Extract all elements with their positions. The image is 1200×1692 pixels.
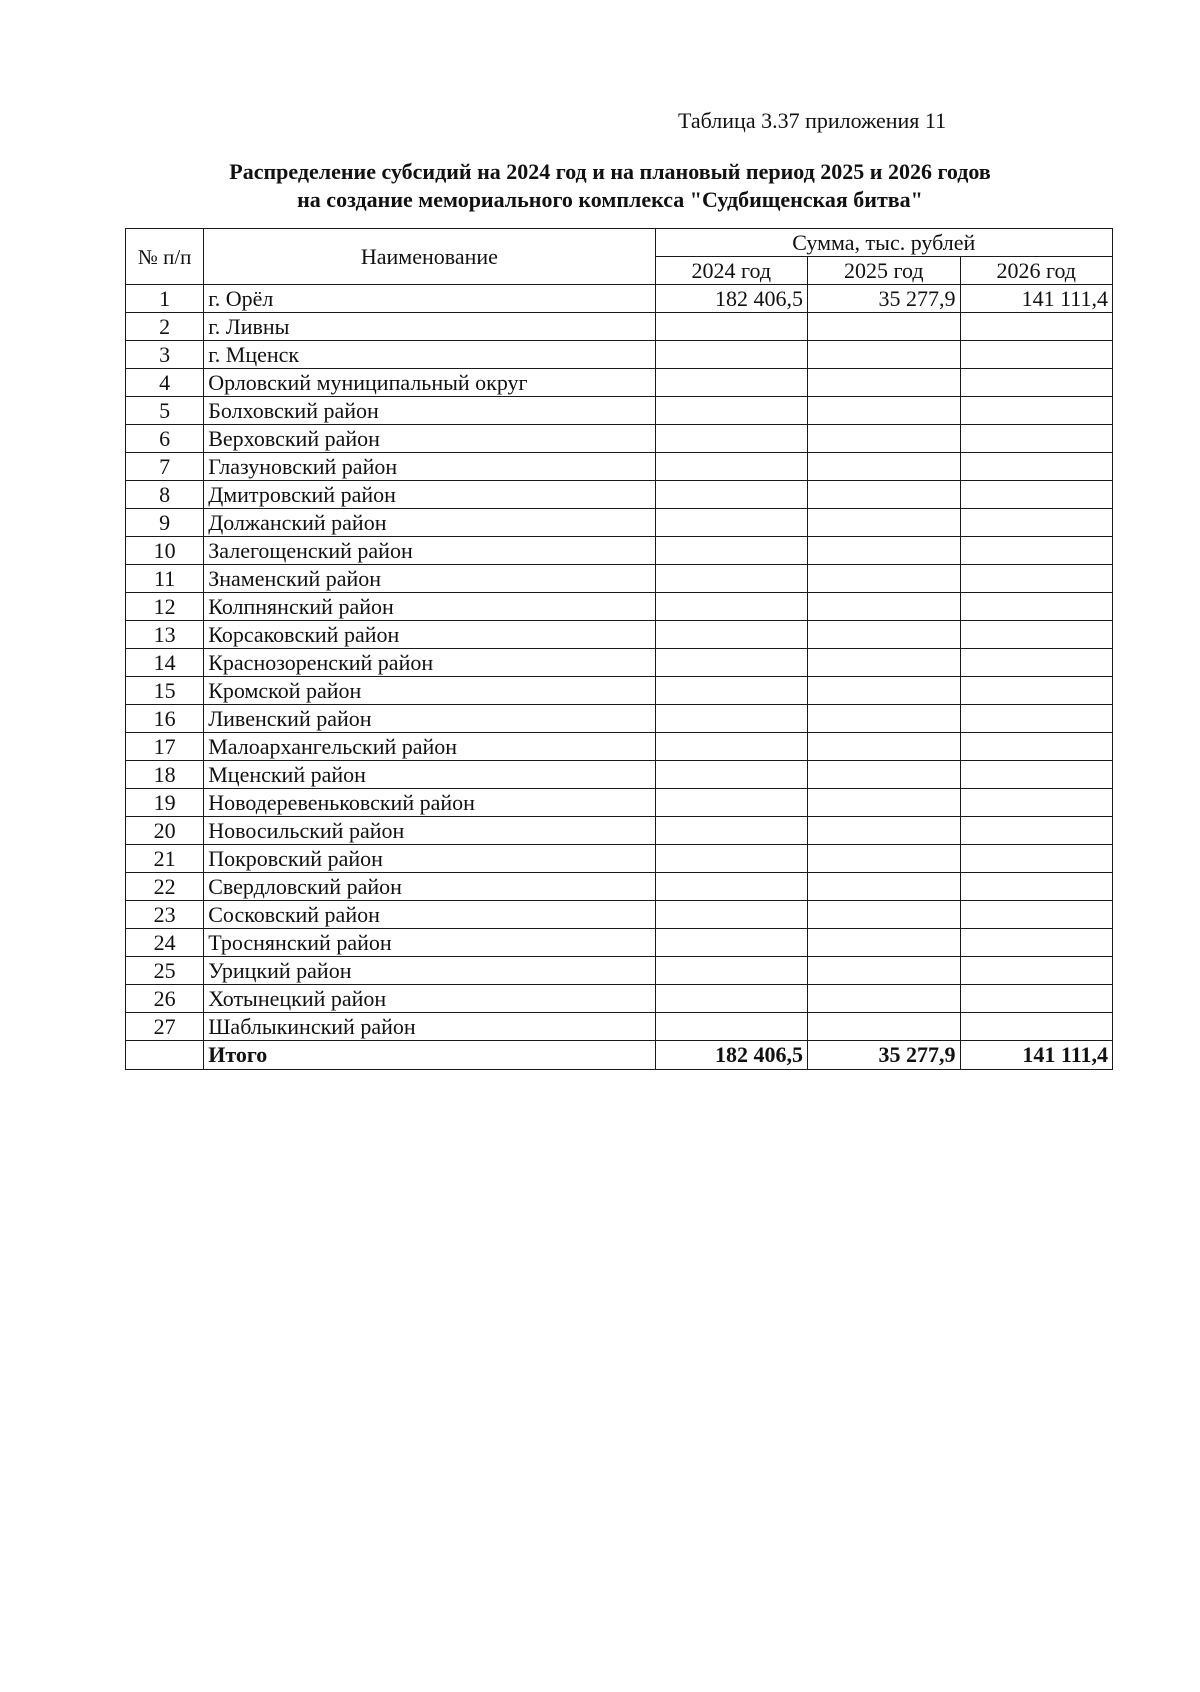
row-number: 21	[126, 845, 204, 873]
row-name: Новосильский район	[204, 817, 655, 845]
row-value-2026	[960, 901, 1113, 929]
row-name: Шаблыкинский район	[204, 1013, 655, 1041]
title-line-2: на создание мемориального комплекса "Судбищенская битва"	[297, 187, 923, 212]
table-row	[126, 761, 1113, 789]
row-value-2025	[808, 453, 960, 481]
table-row	[126, 817, 1113, 845]
row-value-2025	[808, 677, 960, 705]
row-number: 27	[126, 1013, 204, 1041]
row-value-2025	[808, 929, 960, 957]
row-name: Хотынецкий район	[204, 985, 655, 1013]
row-value-2026	[960, 957, 1113, 985]
row-name: Знаменский район	[204, 565, 655, 593]
row-number: 24	[126, 929, 204, 957]
row-value-2024	[655, 425, 807, 453]
table-row	[126, 929, 1113, 957]
table-row	[126, 621, 1113, 649]
row-value-2026	[960, 845, 1113, 873]
row-value-2024	[655, 929, 807, 957]
total-row	[126, 1041, 1113, 1070]
total-2025: 35 277,9	[808, 1041, 960, 1070]
row-name: Должанский район	[204, 509, 655, 537]
row-name: Свердловский район	[204, 873, 655, 901]
row-value-2026	[960, 705, 1113, 733]
row-value-2024	[655, 537, 807, 565]
row-value-2025	[808, 845, 960, 873]
row-value-2025	[808, 621, 960, 649]
row-number: 9	[126, 509, 204, 537]
table-row	[126, 565, 1113, 593]
table-row	[126, 509, 1113, 537]
row-number: 14	[126, 649, 204, 677]
row-value-2025	[808, 705, 960, 733]
row-name: Корсаковский район	[204, 621, 655, 649]
title-line-1: Распределение субсидий на 2024 год и на плановый период 2025 и 2026 годов	[229, 159, 991, 184]
row-number: 15	[126, 677, 204, 705]
row-value-2024	[655, 677, 807, 705]
row-value-2026	[960, 369, 1113, 397]
row-value-2025	[808, 957, 960, 985]
row-value-2024	[655, 845, 807, 873]
table-body	[126, 285, 1113, 1041]
row-value-2026	[960, 1013, 1113, 1041]
row-value-2025	[808, 789, 960, 817]
row-value-2024	[655, 341, 807, 369]
row-number: 4	[126, 369, 204, 397]
total-label: Итого	[204, 1041, 655, 1070]
row-value-2024	[655, 761, 807, 789]
column-header-number: № п/п	[126, 229, 204, 285]
row-value-2024	[655, 649, 807, 677]
row-value-2024	[655, 565, 807, 593]
row-value-2025	[808, 565, 960, 593]
table-row	[126, 705, 1113, 733]
row-value-2025	[808, 901, 960, 929]
row-number: 5	[126, 397, 204, 425]
table-row	[126, 481, 1113, 509]
row-number: 10	[126, 537, 204, 565]
row-name: Покровский район	[204, 845, 655, 873]
row-value-2025	[808, 509, 960, 537]
row-number: 25	[126, 957, 204, 985]
row-value-2024	[655, 705, 807, 733]
row-number: 23	[126, 901, 204, 929]
row-name: Глазуновский район	[204, 453, 655, 481]
row-number: 19	[126, 789, 204, 817]
row-value-2025	[808, 733, 960, 761]
row-name: г. Орёл	[204, 285, 655, 313]
row-name: Сосковский район	[204, 901, 655, 929]
column-header-sum: Сумма, тыс. рублей	[655, 229, 1112, 257]
table-row	[126, 285, 1113, 313]
column-header-2026: 2026 год	[960, 257, 1113, 285]
table-row	[126, 677, 1113, 705]
row-value-2025: 35 277,9	[808, 285, 960, 313]
row-name: Болховский район	[204, 397, 655, 425]
row-number: 6	[126, 425, 204, 453]
total-2026: 141 111,4	[960, 1041, 1113, 1070]
row-number: 22	[126, 873, 204, 901]
table-row	[126, 397, 1113, 425]
row-value-2024	[655, 621, 807, 649]
row-number: 1	[126, 285, 204, 313]
table-row	[126, 733, 1113, 761]
row-value-2025	[808, 873, 960, 901]
row-name: Малоархангельский район	[204, 733, 655, 761]
row-value-2025	[808, 593, 960, 621]
row-number: 17	[126, 733, 204, 761]
row-number: 8	[126, 481, 204, 509]
document-title	[170, 158, 1050, 214]
row-number: 18	[126, 761, 204, 789]
row-value-2026	[960, 593, 1113, 621]
row-value-2025	[808, 341, 960, 369]
table-row	[126, 845, 1113, 873]
row-value-2024	[655, 817, 807, 845]
row-number: 13	[126, 621, 204, 649]
table-row	[126, 593, 1113, 621]
row-value-2025	[808, 425, 960, 453]
row-value-2026	[960, 817, 1113, 845]
row-value-2024	[655, 1013, 807, 1041]
total-number-cell	[126, 1041, 204, 1070]
row-number: 16	[126, 705, 204, 733]
row-value-2026	[960, 733, 1113, 761]
row-value-2025	[808, 817, 960, 845]
row-value-2025	[808, 985, 960, 1013]
row-value-2026	[960, 565, 1113, 593]
column-header-name: Наименование	[204, 229, 655, 285]
row-name: Новодеревеньковский район	[204, 789, 655, 817]
row-name: Верховский район	[204, 425, 655, 453]
row-value-2026	[960, 649, 1113, 677]
table-row	[126, 313, 1113, 341]
row-value-2026	[960, 761, 1113, 789]
row-name: Дмитровский район	[204, 481, 655, 509]
table-row	[126, 1013, 1113, 1041]
row-value-2025	[808, 369, 960, 397]
row-name: Мценский район	[204, 761, 655, 789]
row-value-2024	[655, 313, 807, 341]
table-header	[126, 229, 1113, 285]
row-value-2024	[655, 593, 807, 621]
table-row	[126, 341, 1113, 369]
table-footer	[126, 1041, 1113, 1070]
row-value-2024	[655, 957, 807, 985]
table-row	[126, 453, 1113, 481]
row-value-2024	[655, 453, 807, 481]
row-number: 12	[126, 593, 204, 621]
row-name: Ливенский район	[204, 705, 655, 733]
row-value-2026: 141 111,4	[960, 285, 1113, 313]
row-value-2026	[960, 985, 1113, 1013]
column-header-2025: 2025 год	[808, 257, 960, 285]
row-value-2025	[808, 649, 960, 677]
row-value-2026	[960, 621, 1113, 649]
row-value-2024	[655, 873, 807, 901]
row-value-2024	[655, 789, 807, 817]
row-value-2024	[655, 509, 807, 537]
subsidy-table	[125, 228, 1113, 1070]
table-row	[126, 789, 1113, 817]
row-value-2026	[960, 453, 1113, 481]
table-row	[126, 901, 1113, 929]
row-value-2025	[808, 1013, 960, 1041]
table-row	[126, 649, 1113, 677]
row-name: г. Мценск	[204, 341, 655, 369]
row-value-2024	[655, 481, 807, 509]
row-value-2025	[808, 313, 960, 341]
row-value-2026	[960, 929, 1113, 957]
table-row	[126, 873, 1113, 901]
row-name: Урицкий район	[204, 957, 655, 985]
table-row	[126, 985, 1113, 1013]
column-header-2024: 2024 год	[655, 257, 807, 285]
row-number: 26	[126, 985, 204, 1013]
row-value-2026	[960, 509, 1113, 537]
table-row	[126, 537, 1113, 565]
row-name: Колпнянский район	[204, 593, 655, 621]
row-value-2026	[960, 677, 1113, 705]
row-number: 20	[126, 817, 204, 845]
row-name: Залегощенский район	[204, 537, 655, 565]
total-2024: 182 406,5	[655, 1041, 807, 1070]
row-name: Кромской район	[204, 677, 655, 705]
row-name: Троснянский район	[204, 929, 655, 957]
row-value-2026	[960, 313, 1113, 341]
appendix-reference: Таблица 3.37 приложения 11	[678, 108, 947, 133]
row-number: 7	[126, 453, 204, 481]
row-name: Краснозоренский район	[204, 649, 655, 677]
row-value-2025	[808, 761, 960, 789]
row-value-2026	[960, 425, 1113, 453]
table-row	[126, 369, 1113, 397]
row-value-2026	[960, 397, 1113, 425]
row-value-2025	[808, 537, 960, 565]
table-row	[126, 957, 1113, 985]
row-value-2026	[960, 481, 1113, 509]
row-value-2024	[655, 733, 807, 761]
row-number: 2	[126, 313, 204, 341]
table-row	[126, 425, 1113, 453]
header-row-1	[126, 229, 1113, 257]
row-name: г. Ливны	[204, 313, 655, 341]
row-value-2026	[960, 873, 1113, 901]
row-value-2024	[655, 985, 807, 1013]
row-value-2025	[808, 481, 960, 509]
row-value-2024	[655, 397, 807, 425]
row-number: 3	[126, 341, 204, 369]
row-number: 11	[126, 565, 204, 593]
row-value-2024: 182 406,5	[655, 285, 807, 313]
row-value-2024	[655, 901, 807, 929]
row-value-2026	[960, 537, 1113, 565]
row-value-2025	[808, 397, 960, 425]
row-value-2024	[655, 369, 807, 397]
row-value-2026	[960, 789, 1113, 817]
row-value-2026	[960, 341, 1113, 369]
row-name: Орловский муниципальный округ	[204, 369, 655, 397]
